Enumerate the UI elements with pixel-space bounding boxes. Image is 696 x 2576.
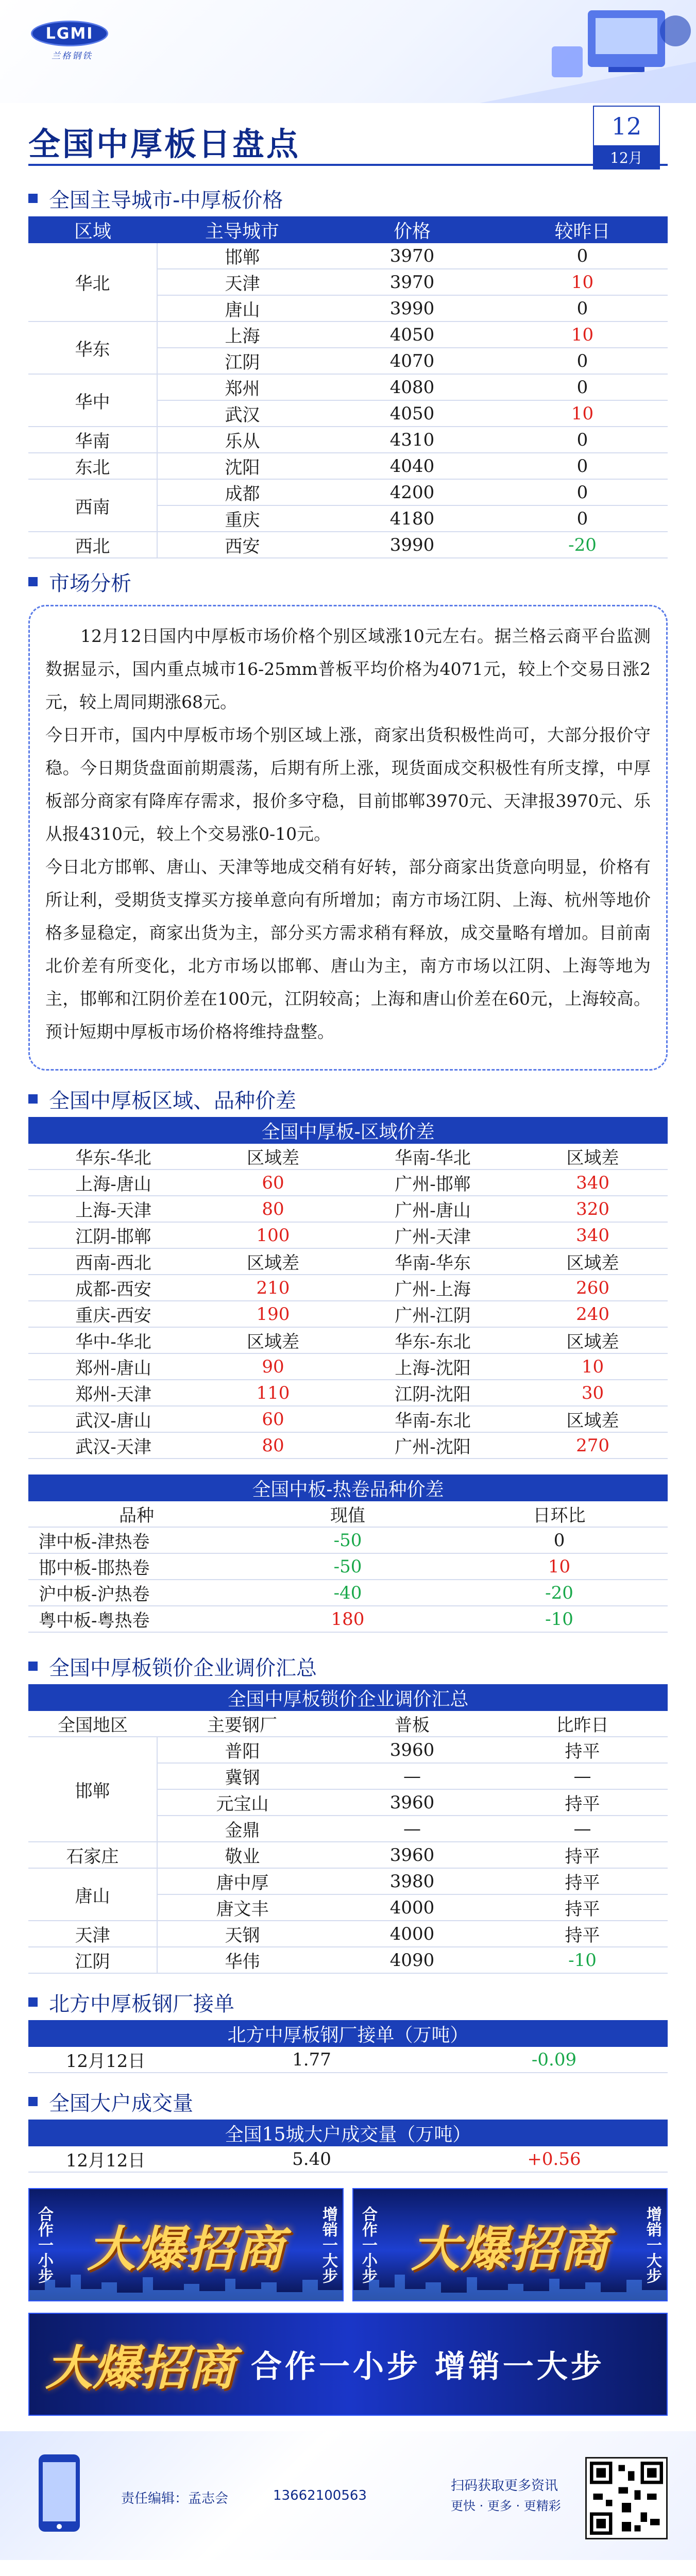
- row-region: 华中: [28, 374, 157, 427]
- spread-left-value: 100: [198, 1222, 348, 1248]
- table-row: [28, 453, 668, 479]
- variety-value: -40: [245, 1580, 451, 1606]
- row-price: 4180: [327, 505, 497, 532]
- table-row: [28, 1144, 668, 1170]
- region-spread-table: [28, 1117, 668, 1459]
- spread-left-value: 80: [198, 1196, 348, 1222]
- logo: [31, 21, 113, 61]
- editor-credit: 责任编辑：孟志会: [121, 2491, 229, 2506]
- spread-right-label: 广州-唐山: [348, 1196, 518, 1222]
- table-caption-row: [28, 1684, 668, 1711]
- title-underline: [28, 164, 668, 166]
- table-row: [28, 1868, 668, 1894]
- row-area: 江阴: [28, 1947, 157, 1973]
- table-row: [28, 1406, 668, 1432]
- header-mill: 主要钢厂: [157, 1711, 327, 1737]
- variety-value: -50: [245, 1527, 451, 1553]
- ad-banner-wide[interactable]: [28, 2313, 668, 2416]
- row-change: 持平: [497, 1789, 668, 1816]
- row-mill: 普阳: [157, 1737, 327, 1763]
- banner-headline: 大爆招商: [45, 2341, 235, 2396]
- square-bullet-icon: [28, 1094, 38, 1104]
- page-header: [0, 0, 696, 103]
- banner-side-text: 增销一大步: [319, 2206, 337, 2283]
- variety-change: -10: [451, 1606, 668, 1632]
- spread-right-value: 区域差: [518, 1406, 668, 1432]
- row-city: 武汉: [157, 400, 327, 427]
- table-row: [28, 1553, 668, 1580]
- row-change: 0: [497, 453, 668, 479]
- row-change: 0: [497, 479, 668, 505]
- spread-right-label: 广州-江阴: [348, 1301, 518, 1327]
- header-value: 现值: [245, 1501, 451, 1527]
- row-change: 持平: [497, 1737, 668, 1763]
- table-caption: 全国中厚板锁价企业调价汇总: [28, 1684, 668, 1711]
- section-title: 全国主导城市-中厚板价格: [49, 188, 283, 212]
- row-city: 成都: [157, 479, 327, 505]
- variety-value: 180: [245, 1606, 451, 1632]
- analysis-paragraph: 今日北方邯郸、唐山、天津等地成交稍有好转，部分商家出货意向明显，价格有所让利，受期货支撑买方接单意向有所增加；南方市场江阴、上海、杭州等地价格多显稳定，商家出货为主，部分买方需求稍有释放，成交量略有增加。目前南北价差有所变化，北方市场以邯郸、唐山为主，南方市场以江阴、上海等地为主，邯郸和江阴价差在100元，江阴较高；上海和唐山价差在60元，上海较高。预计短期中厚板市场价格将维持盘整。: [45, 857, 651, 1042]
- row-change: -10: [497, 1947, 668, 1973]
- table-header-row: [28, 1711, 668, 1737]
- spread-right-label: 华南-华北: [348, 1144, 518, 1170]
- row-area: 唐山: [28, 1868, 157, 1921]
- row-price: 4000: [327, 1921, 497, 1947]
- spread-left-value: 区域差: [198, 1248, 348, 1275]
- table-caption: 全国中厚板-区域价差: [28, 1117, 668, 1144]
- row-change: 10: [497, 400, 668, 427]
- spread-right-label: 华东-东北: [348, 1327, 518, 1353]
- table-row: [28, 1353, 668, 1380]
- spread-left-value: 60: [198, 1406, 348, 1432]
- table-row: [28, 243, 668, 269]
- row-city: 上海: [157, 321, 327, 348]
- analysis-box: [28, 605, 668, 1071]
- row-city: 唐山: [157, 295, 327, 321]
- page-title: 全国中厚板日盘点: [28, 125, 301, 163]
- row-mill: 元宝山: [157, 1789, 327, 1816]
- date-box: [593, 106, 660, 170]
- square-bullet-icon: [28, 194, 38, 203]
- section-mill-pricing-heading: [28, 1648, 668, 1684]
- spread-right-value: 320: [518, 1196, 668, 1222]
- table-row: [28, 1606, 668, 1632]
- spread-left-label: 郑州-天津: [28, 1380, 198, 1406]
- row-change: 持平: [497, 1894, 668, 1921]
- table-row: [28, 1248, 668, 1275]
- section-spread-heading: [28, 1081, 668, 1117]
- row-price: —: [327, 1763, 497, 1789]
- analysis-paragraph: 今日开市，国内中厚板市场个别区域上涨，商家出货积极性尚可，大部分报价守稳。今日期货盘面前期震荡，后期有所上涨，现货面成交积极性有所支撑，中厚板部分商家有降库存需求，报价多守稳，目前邯郸3970元、天津报3970元、乐从报4310元，较上个交易涨0-10元。: [45, 725, 651, 844]
- row-price: 3980: [327, 1868, 497, 1894]
- spread-left-value: 90: [198, 1353, 348, 1380]
- spread-right-value: 10: [518, 1353, 668, 1380]
- table-row: [28, 479, 668, 505]
- row-change: 0: [497, 374, 668, 400]
- header-decoration-icon: [480, 0, 696, 103]
- spread-left-label: 武汉-唐山: [28, 1406, 198, 1432]
- city-skyline-icon: [353, 2269, 668, 2300]
- spread-left-label: 重庆-西安: [28, 1301, 198, 1327]
- row-city: 沈阳: [157, 453, 327, 479]
- square-bullet-icon: [28, 1997, 38, 2007]
- row-mill: 金鼎: [157, 1816, 327, 1842]
- row-mill: 冀钢: [157, 1763, 327, 1789]
- scan-prompt: 扫码获取更多资讯: [451, 2478, 558, 2494]
- page-footer: [0, 2431, 696, 2560]
- row-change: —: [497, 1816, 668, 1842]
- spread-right-value: 30: [518, 1380, 668, 1406]
- spread-right-label: 广州-邯郸: [348, 1170, 518, 1196]
- section-orders-heading: [28, 1984, 668, 2020]
- ad-banner-left[interactable]: [28, 2188, 344, 2301]
- row-change: -20: [497, 532, 668, 558]
- table-row: [28, 1737, 668, 1763]
- table-row: [28, 532, 668, 558]
- spread-left-label: 郑州-唐山: [28, 1353, 198, 1380]
- city-price-table: [28, 216, 668, 558]
- row-price: 4040: [327, 453, 497, 479]
- spread-right-value: 区域差: [518, 1327, 668, 1353]
- table-row: [28, 2146, 668, 2172]
- table-row: [28, 1527, 668, 1553]
- logo-mark: LGMI: [31, 21, 108, 46]
- row-change: —: [497, 1763, 668, 1789]
- variety-spread-table: [28, 1475, 668, 1633]
- row-city: 重庆: [157, 505, 327, 532]
- table-header-row: [28, 1501, 668, 1527]
- spread-left-label: 华东-华北: [28, 1144, 198, 1170]
- row-price: 3960: [327, 1842, 497, 1868]
- row-area: 石家庄: [28, 1842, 157, 1868]
- row-region: 西北: [28, 532, 157, 558]
- volume-table: [28, 2120, 668, 2173]
- table-row: [28, 1947, 668, 1973]
- spread-left-label: 江阴-邯郸: [28, 1222, 198, 1248]
- row-region: 华北: [28, 243, 157, 321]
- editor-phone: 13662100563: [273, 2488, 367, 2503]
- row-change: 0: [497, 505, 668, 532]
- row-mill: 唐文丰: [157, 1894, 327, 1921]
- variety-value: -50: [245, 1553, 451, 1580]
- section-analysis-heading: [28, 564, 668, 600]
- title-bar: [0, 103, 696, 180]
- analysis-paragraph: 12月12日国内中厚板市场价格个别区域涨10元左右。据兰格云商平台监测数据显示，国内重点城市16-25mm普板平均价格为4071元，较上个交易日涨2元，较上周同期涨68元。: [45, 626, 651, 712]
- row-date: 12月12日: [28, 2146, 183, 2172]
- date-day: 12: [611, 112, 642, 140]
- table-row: [28, 1327, 668, 1353]
- table-caption-row: [28, 2020, 668, 2047]
- table-row: [28, 321, 668, 348]
- header-area: 全国地区: [28, 1711, 157, 1737]
- spread-left-label: 武汉-天津: [28, 1432, 198, 1459]
- section-title: 全国中厚板锁价企业调价汇总: [49, 1656, 317, 1680]
- spread-right-value: 270: [518, 1432, 668, 1459]
- header-change: 比昨日: [497, 1711, 668, 1737]
- row-price: —: [327, 1816, 497, 1842]
- row-city: 郑州: [157, 374, 327, 400]
- table-row: [28, 1301, 668, 1327]
- section-volume-heading: [28, 2083, 668, 2120]
- row-change: 持平: [497, 1842, 668, 1868]
- variety-change: 0: [451, 1527, 668, 1553]
- row-city: 天津: [157, 269, 327, 295]
- spread-left-label: 成都-西安: [28, 1275, 198, 1301]
- row-change: 0: [497, 295, 668, 321]
- banner-headline: 大爆招商: [411, 2221, 609, 2278]
- row-region: 西南: [28, 479, 157, 532]
- section-title: 北方中厚板钢厂接单: [49, 1992, 234, 2016]
- spread-left-label: 西南-西北: [28, 1248, 198, 1275]
- variety-change: 10: [451, 1553, 668, 1580]
- table-caption: 北方中厚板钢厂接单（万吨）: [28, 2020, 668, 2047]
- table-row: [28, 374, 668, 400]
- ad-banner-row: [28, 2188, 668, 2301]
- row-price: 3970: [327, 269, 497, 295]
- row-date: 12月12日: [28, 2047, 183, 2073]
- row-price: 4050: [327, 321, 497, 348]
- row-change: -0.09: [440, 2047, 668, 2073]
- table-row: [28, 1432, 668, 1459]
- section-city-prices-heading: [28, 180, 668, 216]
- variety-change: -20: [451, 1580, 668, 1606]
- table-row: [28, 1196, 668, 1222]
- spread-right-label: 广州-上海: [348, 1275, 518, 1301]
- table-caption: 全国中板-热卷品种价差: [28, 1475, 668, 1501]
- variety-name: 邯中板-邯热卷: [28, 1553, 245, 1580]
- banner-side-text: 增销一大步: [643, 2206, 661, 2283]
- spread-left-value: 110: [198, 1380, 348, 1406]
- row-change: 持平: [497, 1868, 668, 1894]
- row-mill: 华伟: [157, 1947, 327, 1973]
- row-city: 江阴: [157, 348, 327, 374]
- spread-right-value: 260: [518, 1275, 668, 1301]
- spread-right-label: 上海-沈阳: [348, 1353, 518, 1380]
- phone-icon: [31, 2452, 88, 2539]
- row-price: 4000: [327, 1894, 497, 1921]
- row-price: 4080: [327, 374, 497, 400]
- spread-left-value: 区域差: [198, 1144, 348, 1170]
- row-city: 西安: [157, 532, 327, 558]
- row-price: 3970: [327, 243, 497, 269]
- row-price: 4200: [327, 479, 497, 505]
- row-price: 4050: [327, 400, 497, 427]
- ad-banner-right[interactable]: [352, 2188, 668, 2301]
- table-row: [28, 2047, 668, 2073]
- square-bullet-icon: [28, 577, 38, 586]
- row-city: 邯郸: [157, 243, 327, 269]
- table-row: [28, 1275, 668, 1301]
- banner-headline: 大爆招商: [87, 2221, 285, 2278]
- row-price: 3960: [327, 1737, 497, 1763]
- header-city: 主导城市: [157, 216, 327, 243]
- row-change: 10: [497, 321, 668, 348]
- spread-left-value: 80: [198, 1432, 348, 1459]
- section-title: 全国中厚板区域、品种价差: [49, 1089, 296, 1113]
- spread-left-label: 华中-华北: [28, 1327, 198, 1353]
- header-plate: 普板: [327, 1711, 497, 1737]
- header-change: 较昨日: [497, 216, 668, 243]
- row-change: 0: [497, 348, 668, 374]
- spread-right-value: 340: [518, 1170, 668, 1196]
- row-change: 10: [497, 269, 668, 295]
- header-change: 日环比: [451, 1501, 668, 1527]
- date-month: 12月: [594, 145, 659, 168]
- row-price: 3990: [327, 295, 497, 321]
- row-area: 邯郸: [28, 1737, 157, 1842]
- qr-code-icon[interactable]: [585, 2457, 668, 2539]
- table-caption-row: [28, 1117, 668, 1144]
- variety-name: 沪中板-沪热卷: [28, 1580, 245, 1606]
- row-mill: 天钢: [157, 1921, 327, 1947]
- row-price: 4090: [327, 1947, 497, 1973]
- city-skyline-icon: [29, 2269, 344, 2300]
- row-price: 3990: [327, 532, 497, 558]
- row-price: 4310: [327, 427, 497, 453]
- spread-right-label: 江阴-沈阳: [348, 1380, 518, 1406]
- square-bullet-icon: [28, 2097, 38, 2106]
- spread-left-value: 区域差: [198, 1327, 348, 1353]
- row-price: 3960: [327, 1789, 497, 1816]
- row-region: 华东: [28, 321, 157, 374]
- table-caption-row: [28, 1475, 668, 1501]
- header-region: 区域: [28, 216, 157, 243]
- spread-right-value: 区域差: [518, 1144, 668, 1170]
- header-price: 价格: [327, 216, 497, 243]
- spread-right-label: 华南-东北: [348, 1406, 518, 1432]
- row-change: 0: [497, 427, 668, 453]
- table-row: [28, 1380, 668, 1406]
- table-caption-row: [28, 2120, 668, 2146]
- row-area: 天津: [28, 1921, 157, 1947]
- row-mill: 敬业: [157, 1842, 327, 1868]
- spread-right-label: 广州-天津: [348, 1222, 518, 1248]
- row-mill: 唐中厚: [157, 1868, 327, 1894]
- table-header-row: [28, 216, 668, 243]
- spread-left-value: 60: [198, 1170, 348, 1196]
- banner-side-text: 合作一小步: [359, 2206, 377, 2283]
- section-title: 市场分析: [49, 571, 131, 596]
- spread-left-value: 190: [198, 1301, 348, 1327]
- row-change: 0: [497, 243, 668, 269]
- orders-table: [28, 2020, 668, 2073]
- spread-left-label: 上海-唐山: [28, 1170, 198, 1196]
- square-bullet-icon: [28, 1662, 38, 1671]
- row-value: 1.77: [183, 2047, 440, 2073]
- banner-side-text: 合作一小步: [35, 2206, 53, 2283]
- header-variety: 品种: [28, 1501, 245, 1527]
- scan-subtitle: 更快 · 更多 · 更精彩: [451, 2499, 561, 2513]
- spread-right-value: 区域差: [518, 1248, 668, 1275]
- row-city: 乐从: [157, 427, 327, 453]
- spread-left-label: 上海-天津: [28, 1196, 198, 1222]
- row-price: 4070: [327, 348, 497, 374]
- row-change: 持平: [497, 1921, 668, 1947]
- variety-name: 津中板-津热卷: [28, 1527, 245, 1553]
- variety-name: 粤中板-粤热卷: [28, 1606, 245, 1632]
- row-change: +0.56: [440, 2146, 668, 2172]
- row-value: 5.40: [183, 2146, 440, 2172]
- table-row: [28, 1222, 668, 1248]
- table-caption: 全国15城大户成交量（万吨）: [28, 2120, 668, 2146]
- section-title: 全国大户成交量: [49, 2091, 193, 2115]
- table-row: [28, 1580, 668, 1606]
- table-row: [28, 1842, 668, 1868]
- logo-subtitle: 兰格钢铁: [52, 51, 93, 61]
- spread-right-label: 广州-沈阳: [348, 1432, 518, 1459]
- table-row: [28, 1170, 668, 1196]
- row-region: 华南: [28, 427, 157, 453]
- table-row: [28, 427, 668, 453]
- spread-right-value: 340: [518, 1222, 668, 1248]
- spread-right-value: 240: [518, 1301, 668, 1327]
- spread-left-value: 210: [198, 1275, 348, 1301]
- banner-slogan: 合作一小步 增销一大步: [251, 2349, 605, 2385]
- table-row: [28, 1921, 668, 1947]
- row-region: 东北: [28, 453, 157, 479]
- spread-right-label: 华南-华东: [348, 1248, 518, 1275]
- mill-pricing-table: [28, 1684, 668, 1974]
